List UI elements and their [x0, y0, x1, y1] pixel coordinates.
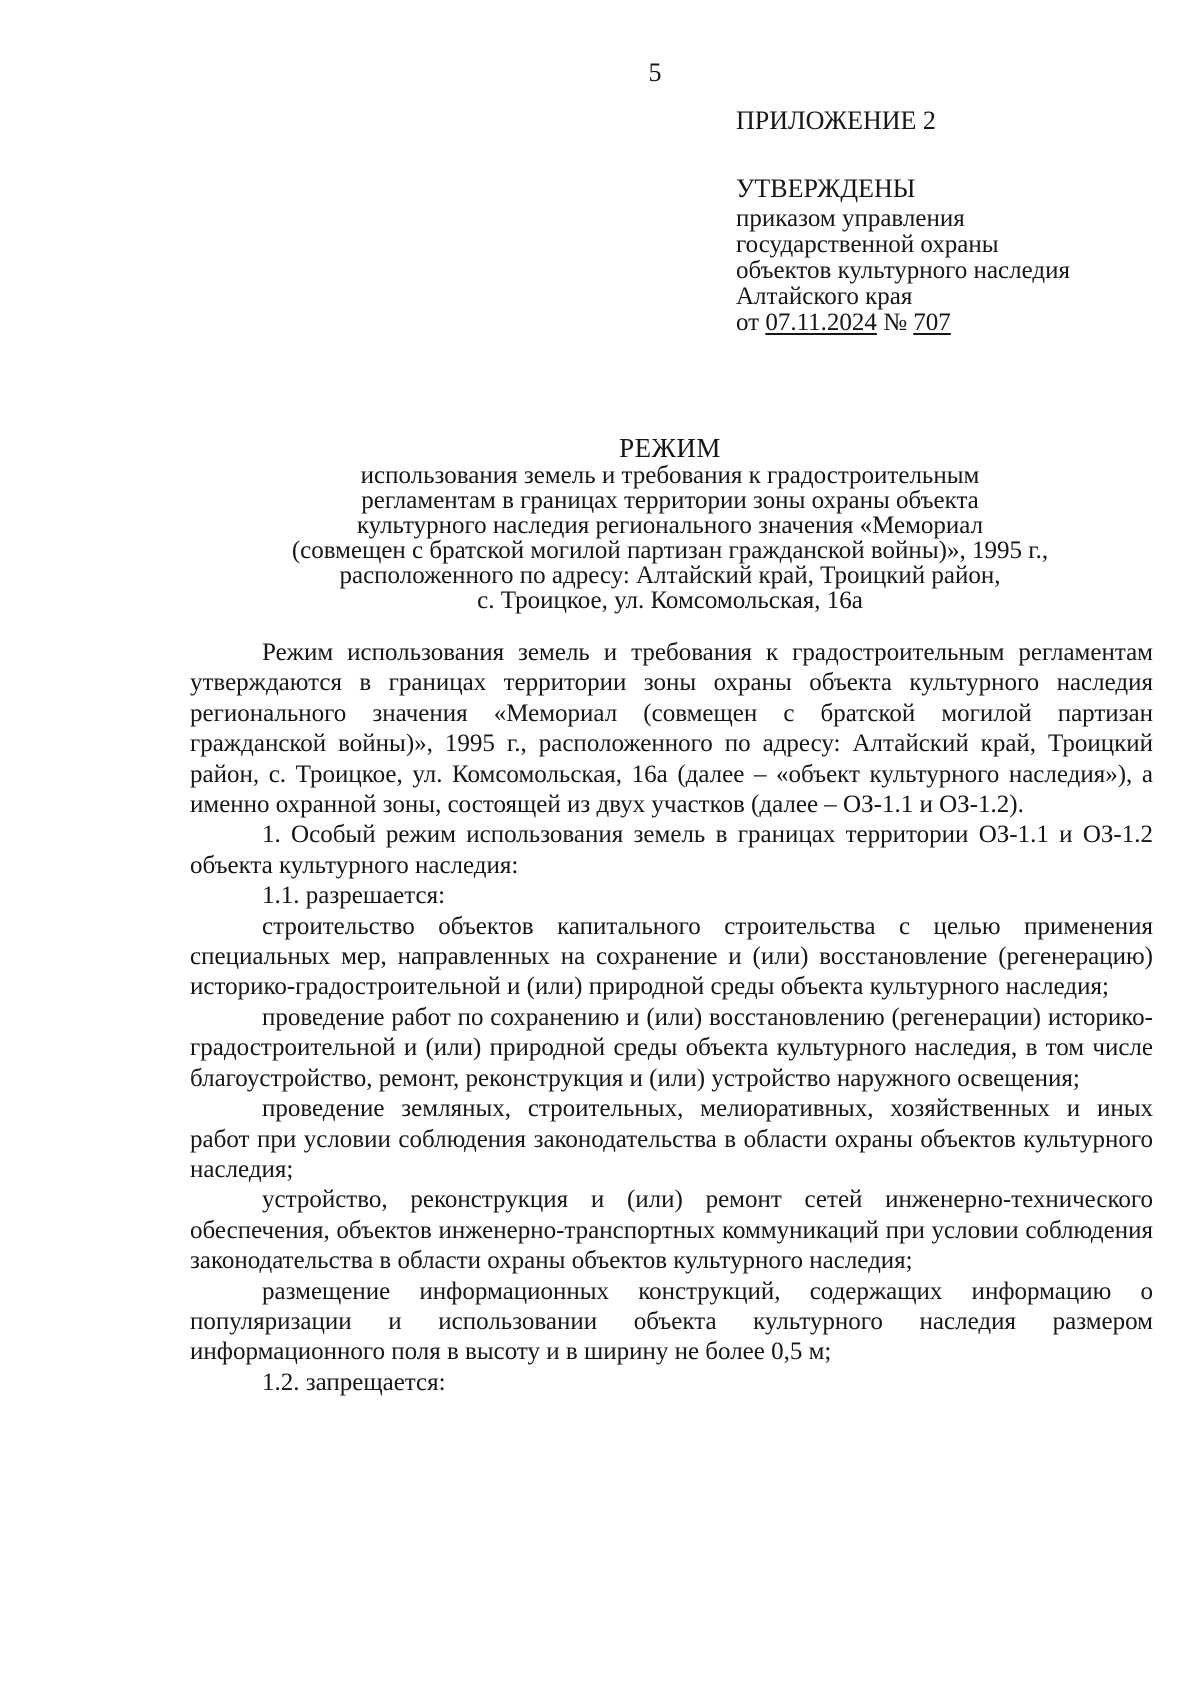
number-sign: №: [876, 309, 914, 336]
page-number: 5: [648, 58, 662, 87]
permitted-item: строительство объектов капитального строительства с целью применения специальных мер, направленных на сохранение и (или) восстановление (регенерацию) историко-градостроительной и (или) природной среды объекта культурного наследия;: [190, 912, 1153, 1001]
title-line: культурного наследия регионального значения «Мемориал: [356, 512, 984, 539]
document-body: [190, 638, 1153, 1398]
title-line: с. Троицкое, ул. Комсомольская, 16а: [477, 587, 863, 614]
section-1-paragraph: 1. Особый режим использования земель в границах территории ОЗ-1.1 и ОЗ-1.2 объекта культурного наследия:: [190, 821, 1153, 879]
permitted-item: проведение работ по сохранению и (или) восстановлению (регенерации) историко-градостроительной и (или) природной среды объекта культурного наследия, в том числе благоустройство, ремонт, реконструкция и (или) устройство наружного освещения;: [190, 1003, 1153, 1092]
approval-line: приказом управления: [736, 205, 965, 232]
approval-line: государственной охраны: [736, 231, 999, 258]
annex-label: ПРИЛОЖЕНИЕ 2: [736, 106, 936, 135]
intro-paragraph: Режим использования земель и требования к градостроительным регламентам утверждаются в границах территории зоны охраны объекта культурного наследия регионального значения «Мемориал (совмещен с братской могилой партизан гражданской войны)», 1995 г., расположенного по адресу: Алтайский край, Троицкий район, с. Троицкое, ул. Комсомольская, 16а (далее – «объект культурного наследия»), а именно охранной зоны, состоящей из двух участков (далее – ОЗ-1.1 и ОЗ-1.2).: [190, 639, 1153, 819]
permitted-item: устройство, реконструкция и (или) ремонт сетей инженерно-технического обеспечения, объектов инженерно-транспортных коммуникаций при условии соблюдения законодательства в области охраны объектов культурного наследия;: [190, 1186, 1153, 1275]
order-date: 07.11.2024: [765, 309, 877, 336]
title-line: использования земель и требования к градостроительным: [360, 462, 980, 489]
title-line: расположенного по адресу: Алтайский край, Троицкий район,: [339, 562, 1001, 589]
approval-line: Алтайского края: [736, 283, 913, 310]
order-number: 707: [913, 309, 951, 336]
approved-label: УТВЕРЖДЕНЫ: [736, 174, 916, 203]
document-title: [190, 433, 1150, 614]
date-prefix: от: [736, 309, 766, 336]
section-1-1-heading: 1.1. разрешается:: [262, 882, 446, 910]
approval-block: [736, 108, 1070, 336]
permitted-item: размещение информационных конструкций, содержащих информацию о популяризации и использовании объекта культурного наследия размером информационного поля в высоту и в ширину не более 0,5 м;: [190, 1277, 1153, 1366]
section-1-2-heading: 1.2. запрещается:: [262, 1368, 446, 1396]
approval-line: объектов культурного наследия: [736, 257, 1070, 284]
permitted-item: проведение земляных, строительных, мелиоративных, хозяйственных и иных работ при условии соблюдения законодательства в области охраны объектов культурного наследия;: [190, 1095, 1153, 1183]
title-line: (совмещен с братской могилой партизан гражданской войны)», 1995 г.,: [291, 537, 1049, 564]
title-line: регламентам в границах территории зоны охраны объекта: [361, 487, 979, 514]
approval-date-line: [736, 310, 1070, 336]
title-heading: РЕЖИМ: [619, 433, 721, 463]
